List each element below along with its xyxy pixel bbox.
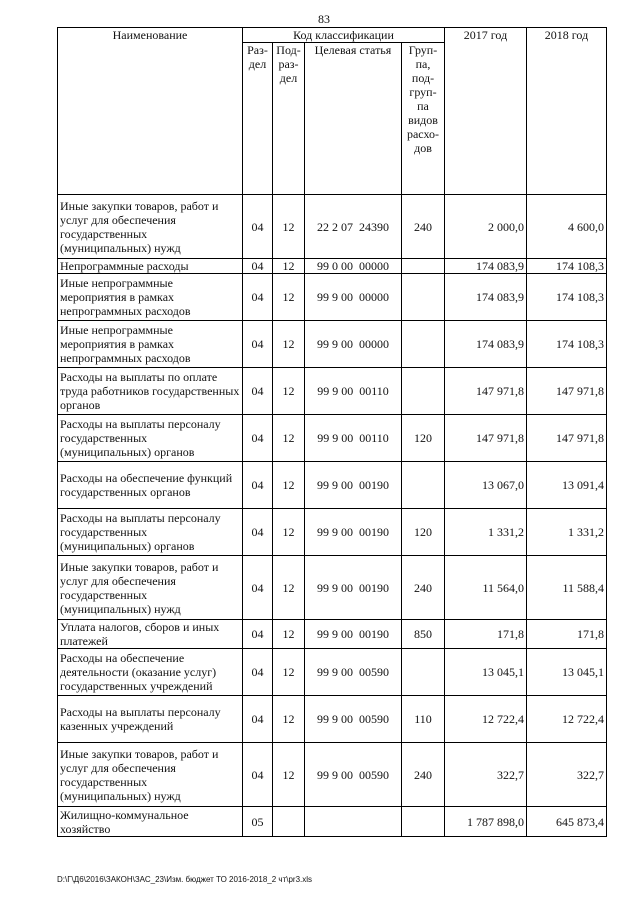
row-section: 04: [243, 415, 273, 462]
row-value-2017: 13 067,0: [445, 462, 527, 509]
row-subsection: 12: [273, 462, 305, 509]
row-section: 04: [243, 649, 273, 696]
row-subsection: 12: [273, 649, 305, 696]
row-section: 04: [243, 274, 273, 321]
row-value-2017: 13 045,1: [445, 649, 527, 696]
row-value-2018: 11 588,4: [527, 556, 607, 620]
row-target-article: 99 9 00 00000: [305, 274, 402, 321]
row-group: [402, 274, 445, 321]
row-subsection: 12: [273, 620, 305, 649]
row-section: 04: [243, 321, 273, 368]
row-subsection: 12: [273, 415, 305, 462]
table-row: [58, 620, 607, 649]
table-row: [58, 415, 607, 462]
row-target-article: 99 9 00 00110: [305, 368, 402, 415]
row-name: Непрограммные расходы: [58, 259, 243, 274]
header-name: Наименование: [58, 28, 243, 195]
row-name: Расходы на выплаты по оплате труда работников государственных органов: [58, 368, 243, 415]
row-target-article: 99 9 00 00590: [305, 649, 402, 696]
row-group: [402, 807, 445, 837]
row-name: Расходы на выплаты персоналу государственных (муниципальных) органов: [58, 415, 243, 462]
row-subsection: 12: [273, 509, 305, 556]
row-value-2018: 13 091,4: [527, 462, 607, 509]
row-target-article: 99 9 00 00190: [305, 509, 402, 556]
row-section: 04: [243, 259, 273, 274]
header-subsection: Под- раз- дел: [273, 43, 305, 195]
row-group: 240: [402, 195, 445, 259]
row-subsection: 12: [273, 696, 305, 743]
table-row: [58, 649, 607, 696]
row-value-2017: 2 000,0: [445, 195, 527, 259]
row-target-article: 99 9 00 00190: [305, 620, 402, 649]
row-value-2017: 174 083,9: [445, 259, 527, 274]
row-name: Расходы на обеспечение функций государственных органов: [58, 462, 243, 509]
row-value-2018: 171,8: [527, 620, 607, 649]
table-row: [58, 696, 607, 743]
row-target-article: 99 0 00 00000: [305, 259, 402, 274]
table-row: [58, 195, 607, 259]
row-group: [402, 368, 445, 415]
row-group: [402, 462, 445, 509]
row-name: Расходы на обеспечение деятельности (оказание услуг) государственных учреждений: [58, 649, 243, 696]
file-path-footer: D:\Г\Д6\2016\ЗАКОН\ЗАС_23\Изм. бюджет ТО 2016-2018_2 чт\pr3.xls: [57, 875, 313, 884]
row-group: [402, 321, 445, 368]
row-subsection: 12: [273, 321, 305, 368]
row-value-2017: 12 722,4: [445, 696, 527, 743]
row-value-2018: 13 045,1: [527, 649, 607, 696]
table-row: [58, 321, 607, 368]
row-name: Жилищно-коммунальное хозяйство: [58, 807, 243, 837]
row-section: 04: [243, 696, 273, 743]
row-value-2018: 174 108,3: [527, 274, 607, 321]
row-target-article: 22 2 07 24390: [305, 195, 402, 259]
row-name: Расходы на выплаты персоналу казенных учреждений: [58, 696, 243, 743]
row-group: 120: [402, 415, 445, 462]
row-subsection: 12: [273, 368, 305, 415]
header-2017: 2017 год: [445, 28, 527, 195]
row-group: [402, 649, 445, 696]
row-value-2017: 1 787 898,0: [445, 807, 527, 837]
budget-table: [57, 27, 607, 837]
row-section: 04: [243, 620, 273, 649]
row-value-2018: 4 600,0: [527, 195, 607, 259]
table-row: [58, 259, 607, 274]
row-subsection: 12: [273, 259, 305, 274]
row-name: Иные закупки товаров, работ и услуг для обеспечения государственных (муниципальных) нужд: [58, 195, 243, 259]
row-name: Иные закупки товаров, работ и услуг для обеспечения государственных (муниципальных) нужд: [58, 556, 243, 620]
page-number: 83: [318, 12, 330, 26]
row-value-2018: 147 971,8: [527, 415, 607, 462]
row-value-2018: 1 331,2: [527, 509, 607, 556]
row-value-2018: 12 722,4: [527, 696, 607, 743]
row-group: 240: [402, 743, 445, 807]
table-row: [58, 743, 607, 807]
row-value-2017: 147 971,8: [445, 415, 527, 462]
row-subsection: 12: [273, 556, 305, 620]
row-subsection: 12: [273, 274, 305, 321]
row-value-2017: 11 564,0: [445, 556, 527, 620]
row-group: 240: [402, 556, 445, 620]
row-subsection: 12: [273, 743, 305, 807]
header-target-article: Целевая статья: [305, 43, 402, 195]
row-section: 05: [243, 807, 273, 837]
row-value-2018: 322,7: [527, 743, 607, 807]
row-subsection: [273, 807, 305, 837]
row-section: 04: [243, 509, 273, 556]
row-name: Уплата налогов, сборов и иных платежей: [58, 620, 243, 649]
header-group: Груп- па, под- груп- па видов расхо- дов: [402, 43, 445, 195]
row-value-2018: 147 971,8: [527, 368, 607, 415]
row-section: 04: [243, 556, 273, 620]
row-value-2017: 171,8: [445, 620, 527, 649]
table-row: [58, 274, 607, 321]
row-value-2018: 174 108,3: [527, 259, 607, 274]
row-target-article: 99 9 00 00190: [305, 556, 402, 620]
row-name: Расходы на выплаты персоналу государственных (муниципальных) органов: [58, 509, 243, 556]
row-target-article: 99 9 00 00000: [305, 321, 402, 368]
row-section: 04: [243, 743, 273, 807]
row-target-article: [305, 807, 402, 837]
row-value-2017: 174 083,9: [445, 274, 527, 321]
row-target-article: 99 9 00 00590: [305, 743, 402, 807]
table-row: [58, 509, 607, 556]
row-group: [402, 259, 445, 274]
row-value-2017: 1 331,2: [445, 509, 527, 556]
header-code: Код классификации: [243, 28, 445, 43]
row-value-2017: 147 971,8: [445, 368, 527, 415]
row-name: Иные закупки товаров, работ и услуг для обеспечения государственных (муниципальных) нужд: [58, 743, 243, 807]
row-section: 04: [243, 195, 273, 259]
header-2018: 2018 год: [527, 28, 607, 195]
table-row: [58, 807, 607, 837]
row-section: 04: [243, 462, 273, 509]
header-section: Раз- дел: [243, 43, 273, 195]
row-subsection: 12: [273, 195, 305, 259]
row-target-article: 99 9 00 00190: [305, 462, 402, 509]
row-name: Иные непрограммные мероприятия в рамках непрограммных расходов: [58, 274, 243, 321]
table-row: [58, 462, 607, 509]
row-group: 110: [402, 696, 445, 743]
row-group: 120: [402, 509, 445, 556]
row-value-2018: 645 873,4: [527, 807, 607, 837]
table-row: [58, 368, 607, 415]
row-value-2017: 322,7: [445, 743, 527, 807]
row-section: 04: [243, 368, 273, 415]
row-value-2017: 174 083,9: [445, 321, 527, 368]
row-target-article: 99 9 00 00110: [305, 415, 402, 462]
row-target-article: 99 9 00 00590: [305, 696, 402, 743]
row-name: Иные непрограммные мероприятия в рамках непрограммных расходов: [58, 321, 243, 368]
table-row: [58, 556, 607, 620]
row-group: 850: [402, 620, 445, 649]
row-value-2018: 174 108,3: [527, 321, 607, 368]
